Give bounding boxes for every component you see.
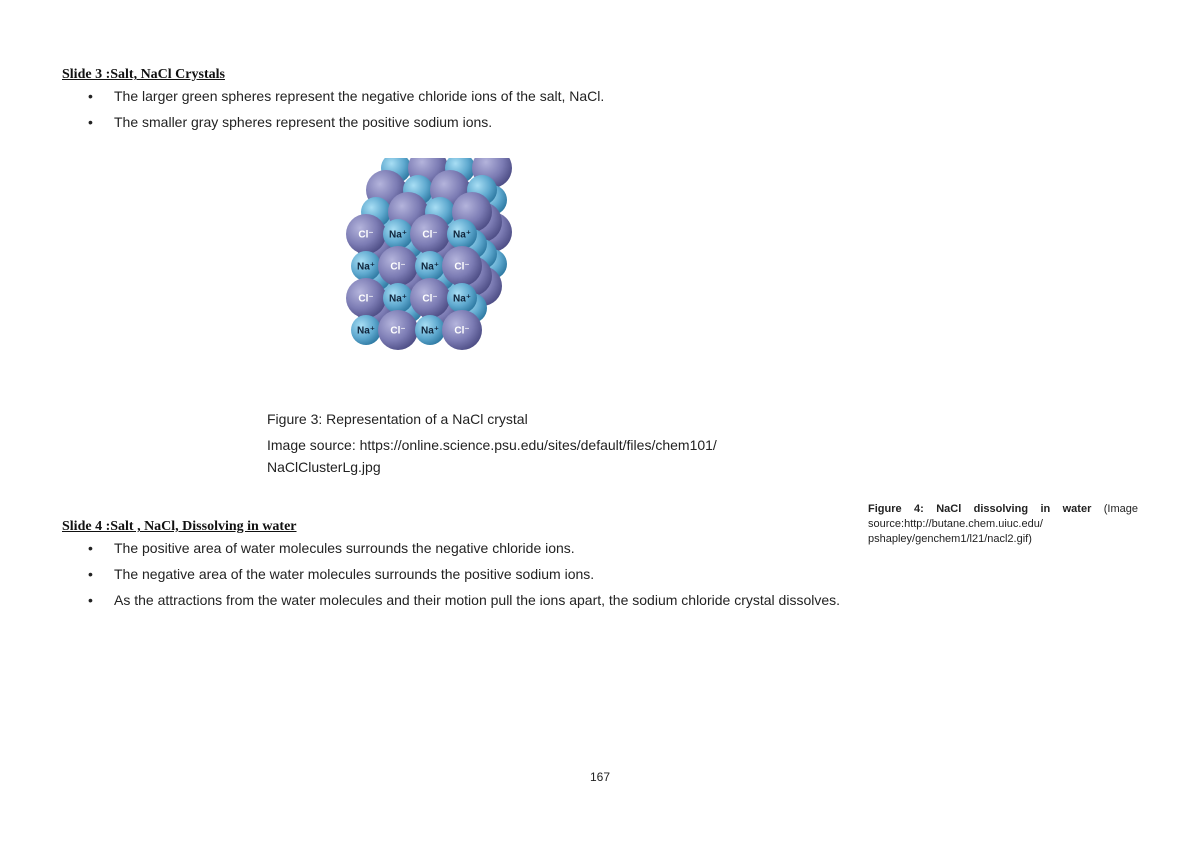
sodium-ion-label: Na⁺ — [420, 325, 440, 337]
figure-4-caption-source: (Image source:http://butane.chem.uiuc.edu/ pshapley/genchem1/l21/nacl2.gif) — [868, 503, 1138, 545]
figure-3-source-line-2: NaClClusterLg.jpg — [267, 459, 381, 475]
page-number: 167 — [589, 770, 611, 784]
figure-3-caption: Figure 3: Representation of a NaCl crystal — [267, 411, 528, 427]
chloride-ion-label: Cl⁻ — [390, 261, 406, 273]
sodium-ion-label: Na⁺ — [452, 293, 472, 305]
sodium-ion-label: Na⁺ — [356, 325, 376, 337]
figure-4-caption-title: Figure 4: NaCl dissolving in water — [868, 503, 1092, 515]
sodium-ion-label: Na⁺ — [452, 229, 472, 241]
figure-3-source-line-1: Image source: https://online.science.psu.edu/sites/default/files/chem101/ — [267, 437, 717, 453]
chloride-ion-label: Cl⁻ — [358, 293, 374, 305]
chloride-ion-label: Cl⁻ — [390, 325, 406, 337]
slide-4-bullet-1: • The positive area of water molecules surrounds the negative chloride ions. — [88, 538, 848, 558]
slide-4-bullet-list — [88, 538, 848, 616]
sodium-ion-label: Na⁺ — [388, 293, 408, 305]
slide-4-bullet-3: • As the attractions from the water molecules and their motion pull the ions apart, the sodium chloride crystal dissolves. — [88, 590, 848, 610]
figure-4-caption — [868, 502, 1138, 547]
chloride-ion-label: Cl⁻ — [454, 325, 470, 337]
slide-3-bullet-2: • The smaller gray spheres represent the positive sodium ions. — [88, 112, 848, 132]
chloride-ion-label: Cl⁻ — [454, 261, 470, 273]
chloride-ion-label: Cl⁻ — [422, 293, 438, 305]
slide-4-heading: Slide 4 :Salt , NaCl, Dissolving in water — [62, 519, 297, 534]
chloride-ion-label: Cl⁻ — [422, 229, 438, 241]
sodium-ion-label: Na⁺ — [356, 261, 376, 273]
nacl-crystal-image — [340, 158, 540, 358]
slide-3-bullet-1: • The larger green spheres represent the negative chloride ions of the salt, NaCl. — [88, 86, 848, 106]
sodium-ion-label: Na⁺ — [388, 229, 408, 241]
slide-4-bullet-2: • The negative area of the water molecules surrounds the positive sodium ions. — [88, 564, 848, 584]
sodium-ion-label: Na⁺ — [420, 261, 440, 273]
slide-3-heading: Slide 3 :Salt, NaCl Crystals — [62, 67, 225, 82]
chloride-ion-label: Cl⁻ — [358, 229, 374, 241]
slide-3-bullet-list — [88, 86, 848, 138]
